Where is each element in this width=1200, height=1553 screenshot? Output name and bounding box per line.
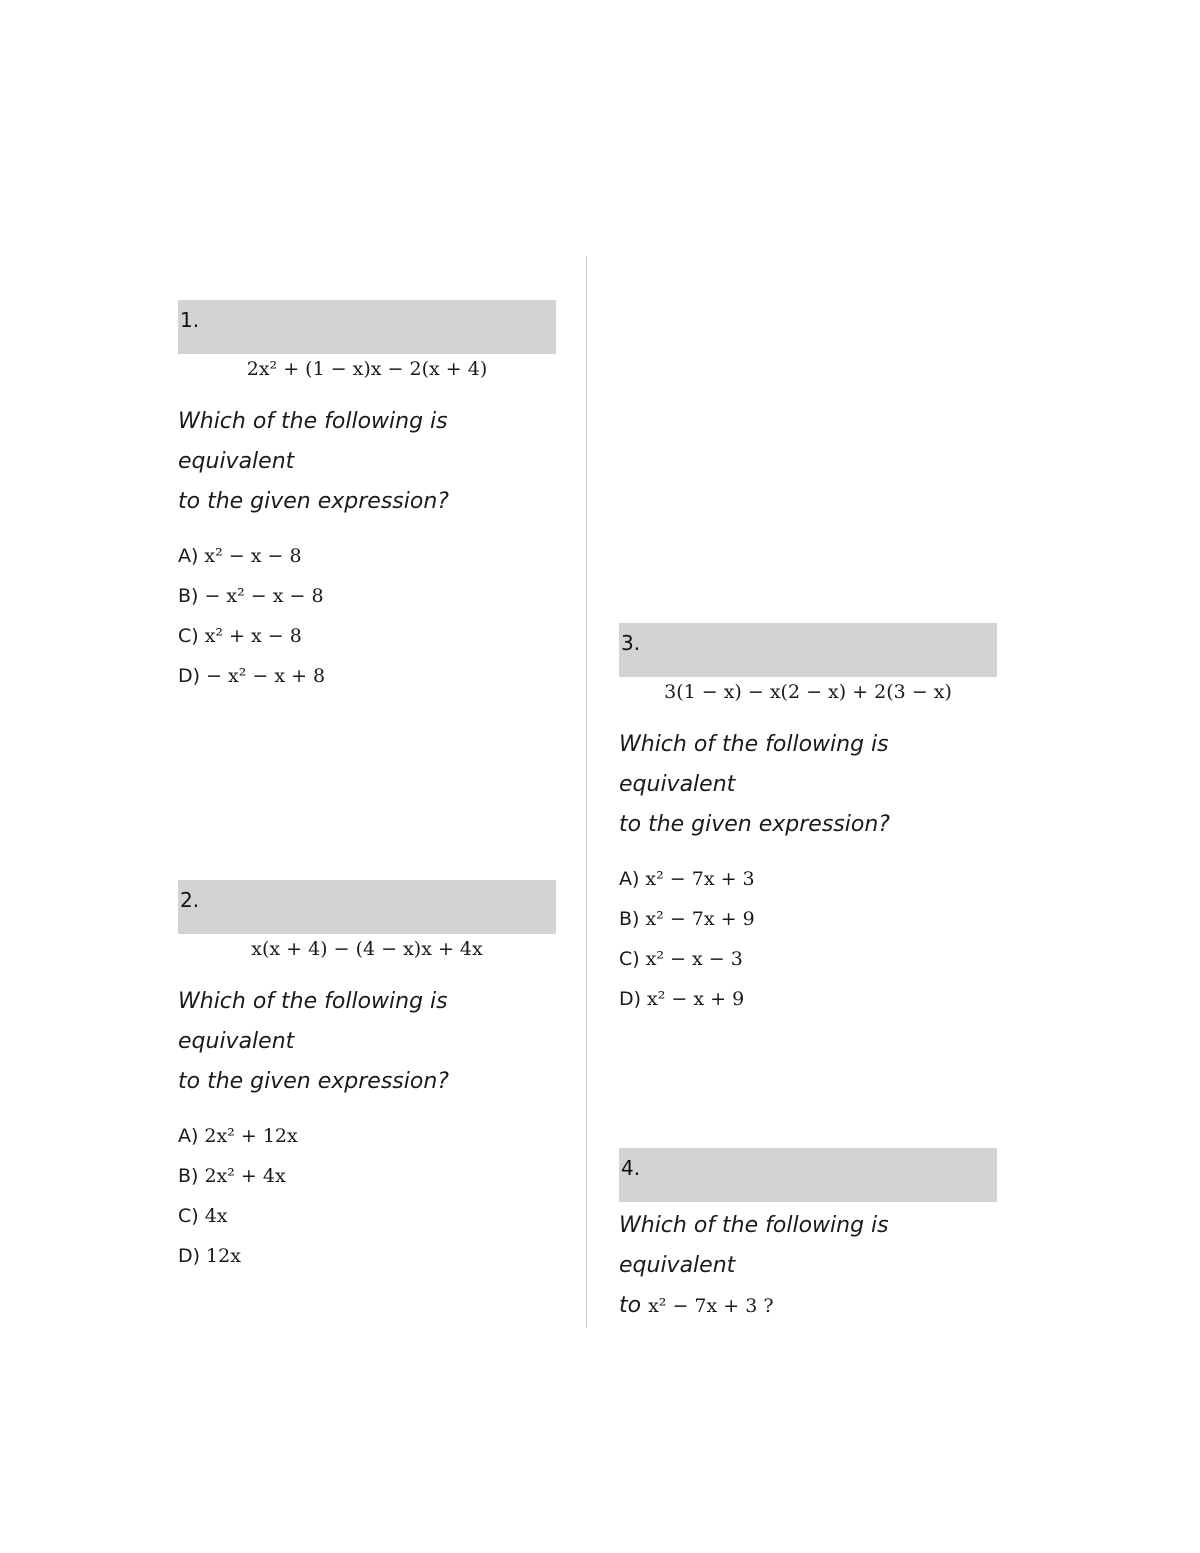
choice-text: x² − x − 8 [204, 545, 302, 567]
prompt-line: Which of the following is equivalent [178, 409, 448, 474]
question-number: 2. [180, 888, 200, 912]
question-4 [619, 1148, 997, 1326]
question-number-bar [178, 300, 556, 354]
prompt-line: Which of the following is equivalent [619, 732, 889, 797]
question-2 [178, 880, 556, 1276]
choice-text: − x² − x + 8 [206, 665, 326, 687]
question-number: 1. [180, 308, 200, 332]
choice-text: x² − x + 9 [647, 988, 745, 1010]
question-1 [178, 300, 556, 696]
question-prompt [619, 1206, 997, 1326]
question-number-bar [619, 1148, 997, 1202]
choice-a[interactable] [619, 859, 997, 899]
choice-a[interactable] [178, 1116, 556, 1156]
choice-text: x² − x − 3 [645, 948, 743, 970]
choice-b[interactable] [619, 899, 997, 939]
choice-text: 2x² + 4x [204, 1165, 286, 1187]
choice-letter: A) [178, 545, 199, 567]
choice-text: 4x [204, 1205, 228, 1227]
prompt-line: Which of the following is equivalent [619, 1213, 889, 1278]
choice-c[interactable] [178, 1196, 556, 1236]
choice-letter: C) [178, 1205, 199, 1227]
choice-c[interactable] [619, 939, 997, 979]
choice-d[interactable] [619, 979, 997, 1019]
choice-letter: D) [178, 665, 201, 687]
choice-letter: A) [619, 868, 640, 890]
question-number: 4. [621, 1156, 641, 1180]
choice-text: 12x [206, 1245, 241, 1267]
given-expression: 3(1 − x) − x(2 − x) + 2(3 − x) [664, 681, 952, 703]
column-divider [586, 256, 587, 1328]
choice-text: − x² − x − 8 [204, 585, 324, 607]
given-expression: x(x + 4) − (4 − x)x + 4x [251, 938, 483, 960]
choice-text: x² − 7x + 9 [645, 908, 755, 930]
choice-b[interactable] [178, 1156, 556, 1196]
choice-letter: D) [619, 988, 642, 1010]
choice-d[interactable] [178, 656, 556, 696]
question-number: 3. [621, 631, 641, 655]
prompt-prefix: to [619, 1293, 642, 1318]
choice-letter: C) [619, 948, 640, 970]
choice-letter: A) [178, 1125, 199, 1147]
answer-choices [178, 1116, 556, 1276]
question-prompt [619, 725, 997, 845]
choice-text: 2x² + 12x [204, 1125, 298, 1147]
choice-c[interactable] [178, 616, 556, 656]
question-prompt [178, 402, 556, 522]
prompt-line [619, 1286, 997, 1326]
prompt-line: to the given expression? [178, 1069, 449, 1094]
question-3 [619, 623, 997, 1019]
answer-choices [178, 536, 556, 696]
choice-a[interactable] [178, 536, 556, 576]
question-prompt [178, 982, 556, 1102]
choice-text: x² + x − 8 [204, 625, 302, 647]
prompt-line: to the given expression? [619, 812, 890, 837]
choice-text: x² − 7x + 3 [645, 868, 755, 890]
prompt-line: to the given expression? [178, 489, 449, 514]
choice-b[interactable] [178, 576, 556, 616]
choice-letter: C) [178, 625, 199, 647]
given-expression: 2x² + (1 − x)x − 2(x + 4) [246, 358, 488, 380]
choice-letter: B) [619, 908, 640, 930]
choice-d[interactable] [178, 1236, 556, 1276]
choice-letter: B) [178, 585, 199, 607]
prompt-line: Which of the following is equivalent [178, 989, 448, 1054]
prompt-expression: x² − 7x + 3 ? [648, 1295, 774, 1317]
choice-letter: B) [178, 1165, 199, 1187]
answer-choices [619, 859, 997, 1019]
choice-letter: D) [178, 1245, 201, 1267]
question-number-bar [178, 880, 556, 934]
question-number-bar [619, 623, 997, 677]
